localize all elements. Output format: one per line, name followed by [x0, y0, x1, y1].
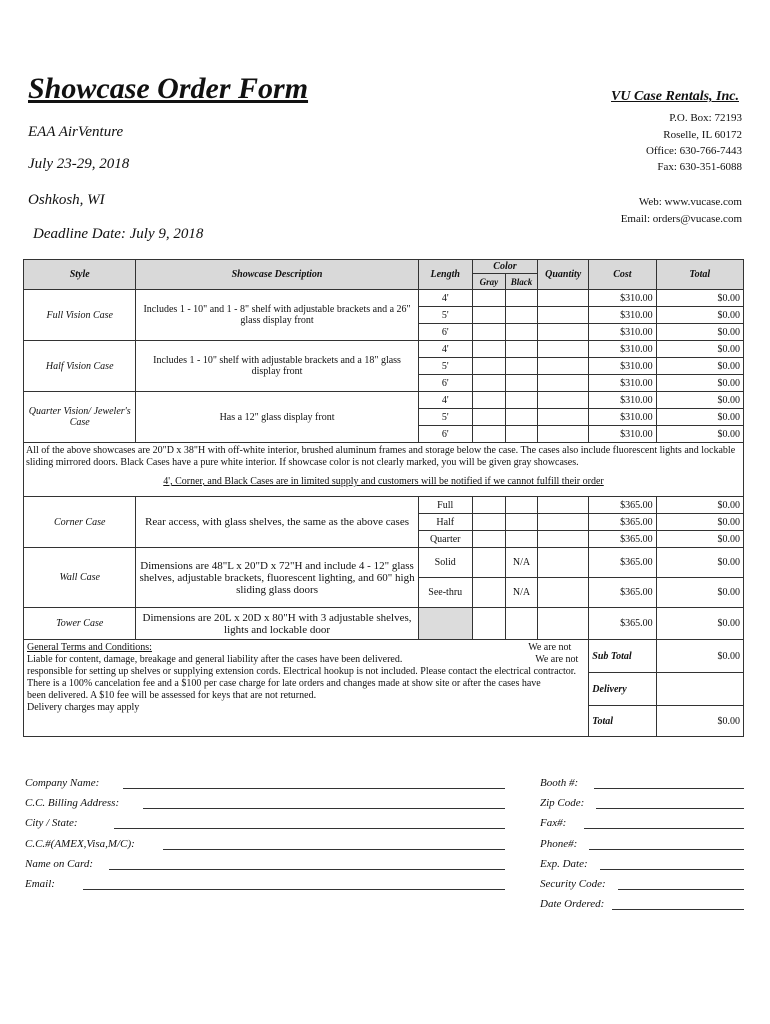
- cost-cell: $365.00: [589, 497, 656, 514]
- city-state-row: [25, 816, 505, 829]
- email-field[interactable]: [83, 877, 505, 890]
- city-state-field[interactable]: [114, 816, 505, 829]
- cost-cell: $365.00: [589, 608, 656, 640]
- page-title: Showcase Order Form: [28, 72, 309, 105]
- black-input[interactable]: [505, 341, 537, 358]
- gray-input[interactable]: [472, 358, 505, 375]
- quantity-input[interactable]: [538, 392, 589, 409]
- length-cell: 4': [418, 290, 472, 307]
- black-input[interactable]: [505, 531, 537, 548]
- cost-cell: $365.00: [589, 548, 656, 578]
- gray-input[interactable]: [472, 307, 505, 324]
- exp-date-row: [540, 857, 744, 870]
- security-code-label: Security Code:: [540, 878, 606, 890]
- zip-field[interactable]: [596, 796, 744, 809]
- cost-cell: $310.00: [589, 426, 656, 443]
- gray-input[interactable]: [472, 426, 505, 443]
- description-cell: Rear access, with glass shelves, the same as the above cases: [136, 497, 418, 548]
- total-value: $0.00: [656, 706, 743, 737]
- description-cell: Dimensions are 48"L x 20"D x 72"H and include 4 - 12" glass shelves, adjustable brackets, fluorescent lighting, and 60" high sliding glass doors: [136, 548, 418, 608]
- company-name-row: [25, 776, 505, 789]
- gray-input[interactable]: [472, 531, 505, 548]
- fax-field[interactable]: [584, 816, 744, 829]
- cost-cell: $310.00: [589, 409, 656, 426]
- description-cell: Has a 12" glass display front: [136, 392, 418, 443]
- date-ordered-row: [540, 897, 744, 910]
- quantity-input[interactable]: [538, 548, 589, 578]
- terms-line-1: Liable for content, damage, breakage and general liability after the cases have been delivered.: [27, 654, 403, 665]
- quantity-input[interactable]: [538, 290, 589, 307]
- quantity-input[interactable]: [538, 375, 589, 392]
- fax-label: Fax#:: [540, 817, 567, 829]
- event-name: EAA AirVenture: [28, 124, 124, 140]
- length-cell: 6': [418, 375, 472, 392]
- phone-label: Phone#:: [540, 838, 578, 850]
- company-name: VU Case Rentals, Inc.: [611, 89, 739, 104]
- header-description: Showcase Description: [136, 260, 418, 290]
- total-cell: $0.00: [656, 608, 743, 640]
- cost-cell: $365.00: [589, 578, 656, 608]
- terms-we-are-not-1: We are not: [528, 642, 572, 653]
- quantity-input[interactable]: [538, 324, 589, 341]
- total-cell: $0.00: [656, 341, 743, 358]
- cost-cell: $310.00: [589, 324, 656, 341]
- zip-row: [540, 796, 744, 809]
- black-input[interactable]: [505, 307, 537, 324]
- cc-number-label: C.C.#(AMEX,Visa,M/C):: [25, 838, 135, 850]
- terms-line-2: responsible for setting up shelves or supplying extension cords. Electrical hookup is not included. Please contact the electrical contractor.: [27, 666, 577, 677]
- company-office-phone: Office: 630-766-7443: [645, 145, 742, 157]
- length-cell: Quarter: [418, 531, 472, 548]
- cost-cell: $365.00: [589, 514, 656, 531]
- terms-line-4: Delivery charges may apply: [27, 702, 140, 713]
- black-input[interactable]: [505, 290, 537, 307]
- header-color: Color: [472, 260, 537, 274]
- quantity-input[interactable]: [538, 409, 589, 426]
- name-on-card-field[interactable]: [109, 857, 505, 870]
- company-po-box: P.O. Box: 72193: [669, 112, 742, 124]
- subtotal-label: Sub Total: [589, 640, 656, 673]
- description-cell: Includes 1 - 10" shelf with adjustable brackets and a 18" glass display front: [136, 341, 418, 392]
- email-row: [25, 877, 505, 890]
- style-cell: Tower Case: [24, 608, 136, 640]
- black-input[interactable]: [505, 426, 537, 443]
- cost-cell: $310.00: [589, 375, 656, 392]
- length-cell: 5': [418, 358, 472, 375]
- black-input[interactable]: [505, 409, 537, 426]
- style-cell: Half Vision Case: [24, 341, 136, 392]
- quantity-input[interactable]: [538, 497, 589, 514]
- length-cell: 4': [418, 341, 472, 358]
- gray-input[interactable]: [472, 578, 505, 608]
- total-cell: $0.00: [656, 497, 743, 514]
- zip-label: Zip Code:: [540, 797, 585, 809]
- terms-title: General Terms and Conditions:: [27, 642, 152, 653]
- cost-cell: $310.00: [589, 307, 656, 324]
- length-cell: Half: [418, 514, 472, 531]
- security-code-field[interactable]: [618, 877, 744, 890]
- phone-row: [540, 837, 744, 850]
- header-black: Black: [505, 274, 537, 290]
- billing-address-label: C.C. Billing Address:: [25, 797, 120, 809]
- date-ordered-label: Date Ordered:: [540, 898, 605, 910]
- black-input[interactable]: [505, 375, 537, 392]
- name-on-card-label: Name on Card:: [25, 858, 94, 870]
- total-cell: $0.00: [656, 548, 743, 578]
- style-cell: Wall Case: [24, 548, 136, 608]
- terms-block: [24, 640, 589, 737]
- showcase-note: All of the above showcases are 20"D x 38"H with off-white interior, brushed aluminum frames and storage below the case. The cases also include fluorescent lights and lockable sliding mirrored doors. Black Cases have a pure white interior. If showcase color is not clearly marked, you will be given gray showcases.: [26, 445, 736, 468]
- gray-input[interactable]: [472, 392, 505, 409]
- fax-row: [540, 816, 744, 829]
- header-quantity: Quantity: [538, 260, 589, 290]
- total-cell: $0.00: [656, 426, 743, 443]
- total-cell: $0.00: [656, 375, 743, 392]
- style-cell: Corner Case: [24, 497, 136, 548]
- gray-input[interactable]: [472, 409, 505, 426]
- length-cell: 5': [418, 307, 472, 324]
- company-name-label: Company Name:: [25, 777, 100, 789]
- delivery-value[interactable]: [656, 673, 743, 706]
- quantity-input[interactable]: [538, 307, 589, 324]
- length-cell: [418, 608, 472, 640]
- total-cell: $0.00: [656, 531, 743, 548]
- black-na: N/A: [505, 548, 537, 578]
- black-input[interactable]: [505, 514, 537, 531]
- total-cell: $0.00: [656, 514, 743, 531]
- gray-input[interactable]: [472, 608, 505, 640]
- company-fax: Fax: 630-351-6088: [657, 161, 742, 173]
- black-na: N/A: [505, 578, 537, 608]
- cost-cell: $310.00: [589, 358, 656, 375]
- header-length: Length: [418, 260, 472, 290]
- delivery-label: Delivery: [589, 673, 656, 706]
- cost-cell: $310.00: [589, 341, 656, 358]
- total-cell: $0.00: [656, 307, 743, 324]
- company-web: Web: www.vucase.com: [638, 196, 742, 208]
- quantity-input[interactable]: [538, 531, 589, 548]
- gray-input[interactable]: [472, 341, 505, 358]
- length-cell: 6': [418, 324, 472, 341]
- length-cell: See-thru: [418, 578, 472, 608]
- billing-address-field[interactable]: [143, 796, 505, 809]
- gray-input[interactable]: [472, 514, 505, 531]
- quantity-input[interactable]: [538, 608, 589, 640]
- phone-field[interactable]: [589, 837, 744, 850]
- cost-cell: $310.00: [589, 290, 656, 307]
- black-input[interactable]: [505, 392, 537, 409]
- gray-input[interactable]: [472, 497, 505, 514]
- booth-field[interactable]: [594, 776, 744, 789]
- supply-note: 4', Corner, and Black Cases are in limited supply and customers will be notified if we cannot fulfill their order: [163, 476, 604, 487]
- quantity-input[interactable]: [538, 514, 589, 531]
- gray-input[interactable]: [472, 324, 505, 341]
- cost-cell: $365.00: [589, 531, 656, 548]
- order-table: [23, 259, 744, 737]
- company-city: Roselle, IL 60172: [663, 129, 742, 141]
- black-input[interactable]: [505, 324, 537, 341]
- terms-line-3: There is a 100% cancelation fee and a $100 per case charge for late orders and changes made at show site or after the cases have been delivered. A $10 fee will be assessed for keys that are not returned.: [27, 678, 541, 701]
- quantity-input[interactable]: [538, 341, 589, 358]
- date-ordered-field[interactable]: [612, 897, 744, 910]
- black-input[interactable]: [505, 358, 537, 375]
- header-total: Total: [656, 260, 743, 290]
- quantity-input[interactable]: [538, 426, 589, 443]
- city-state-label: City / State:: [25, 817, 78, 829]
- quantity-input[interactable]: [538, 578, 589, 608]
- security-code-row: [540, 877, 744, 890]
- cc-number-row: [25, 837, 505, 850]
- gray-input[interactable]: [472, 375, 505, 392]
- event-dates: July 23-29, 2018: [28, 156, 130, 172]
- name-on-card-row: [25, 857, 505, 870]
- company-name-field[interactable]: [123, 776, 505, 789]
- deadline-date: Deadline Date: July 9, 2018: [33, 226, 204, 242]
- description-cell: Dimensions are 20L x 20D x 80"H with 3 adjustable shelves, lights and lockable door: [136, 608, 418, 640]
- exp-date-label: Exp. Date:: [540, 858, 588, 870]
- gray-input[interactable]: [472, 548, 505, 578]
- length-cell: Full: [418, 497, 472, 514]
- length-cell: 6': [418, 426, 472, 443]
- total-cell: $0.00: [656, 290, 743, 307]
- black-input[interactable]: [505, 497, 537, 514]
- length-cell: 4': [418, 392, 472, 409]
- description-cell: Includes 1 - 10" and 1 - 8" shelf with adjustable brackets and a 26" glass display front: [136, 290, 418, 341]
- booth-row: [540, 776, 744, 789]
- total-cell: $0.00: [656, 392, 743, 409]
- total-cell: $0.00: [656, 409, 743, 426]
- company-email: Email: orders@vucase.com: [620, 213, 742, 225]
- length-cell: 5': [418, 409, 472, 426]
- billing-address-row: [25, 796, 505, 809]
- subtotal-value: $0.00: [656, 640, 743, 673]
- exp-date-field[interactable]: [600, 857, 744, 870]
- booth-label: Booth #:: [540, 777, 579, 789]
- event-location: Oshkosh, WI: [28, 192, 105, 208]
- style-cell: Full Vision Case: [24, 290, 136, 341]
- cc-number-field[interactable]: [163, 837, 505, 850]
- black-input[interactable]: [505, 608, 537, 640]
- gray-input[interactable]: [472, 290, 505, 307]
- style-cell: Quarter Vision/ Jeweler's Case: [24, 392, 136, 443]
- total-cell: $0.00: [656, 358, 743, 375]
- header-cost: Cost: [589, 260, 656, 290]
- total-cell: $0.00: [656, 324, 743, 341]
- terms-we-are-not-2: We are not: [535, 654, 579, 665]
- header-style: Style: [24, 260, 136, 290]
- cost-cell: $310.00: [589, 392, 656, 409]
- length-cell: Solid: [418, 548, 472, 578]
- total-label: Total: [589, 706, 656, 737]
- quantity-input[interactable]: [538, 358, 589, 375]
- email-label: Email:: [25, 878, 55, 890]
- header-gray: Gray: [472, 274, 505, 290]
- total-cell: $0.00: [656, 578, 743, 608]
